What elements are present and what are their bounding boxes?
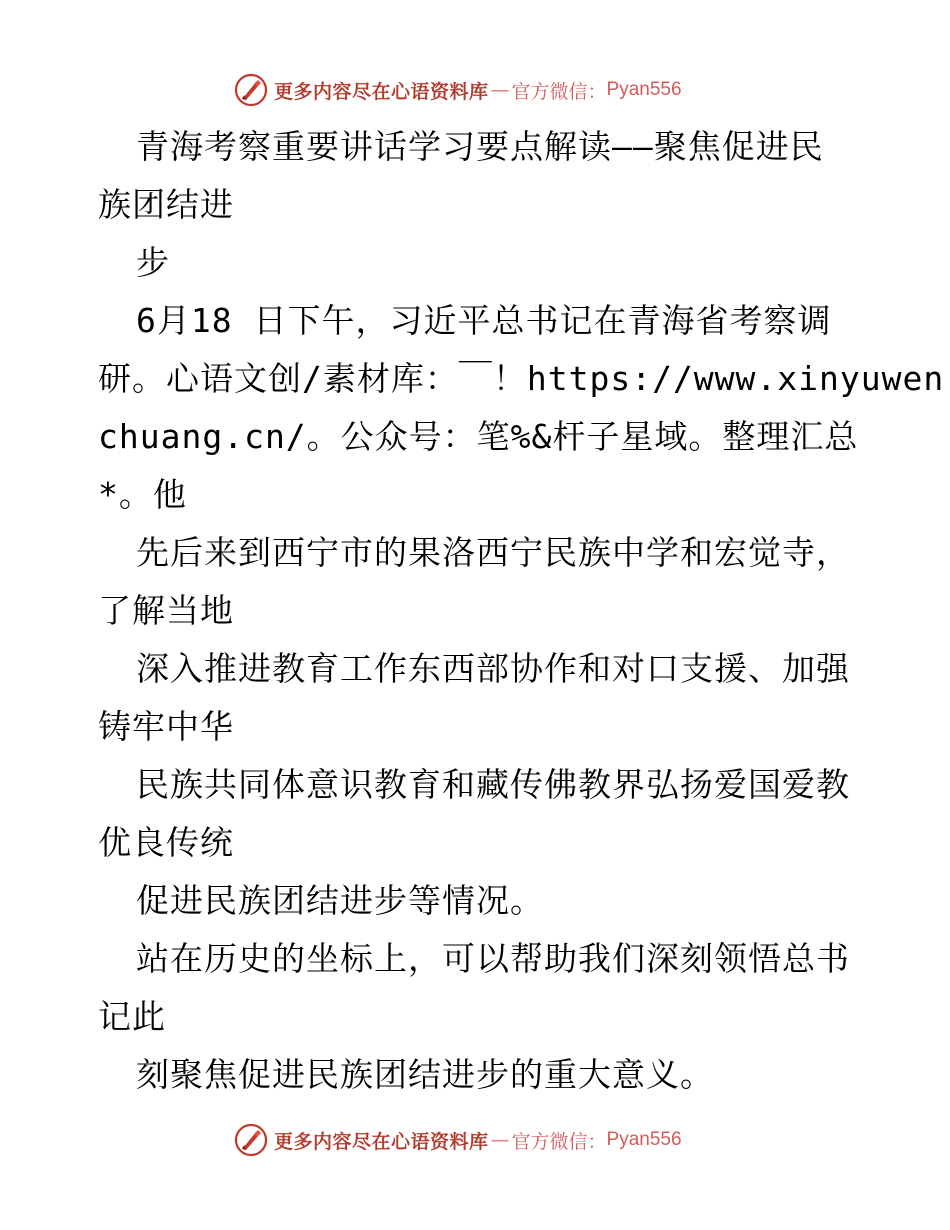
pen-logo-icon [234, 73, 268, 107]
header-watermark [234, 72, 682, 108]
document-line: 深入推进教育工作东西部协作和对口支援、加强 [136, 649, 850, 688]
footer-watermark [234, 1122, 682, 1158]
document-line: 研。心语文创/素材库：￣！https://www.xinyuwen [98, 359, 945, 398]
watermark-dash: — [490, 79, 510, 101]
document-line: 站在历史的坐标上，可以帮助我们深刻领悟总书 [136, 939, 850, 978]
watermark-handle: Pyan556 [606, 79, 682, 100]
watermark-main-text: 更多内容尽在心语资料库 [274, 1130, 489, 1153]
document-line: 青海考察重要讲话学习要点解读——聚焦促进民 [136, 127, 824, 166]
watermark-dash: — [490, 1129, 510, 1151]
document-line: 优良传统 [98, 823, 234, 862]
document-line: 促进民族团结进步等情况。 [136, 881, 544, 920]
document-line: 记此 [98, 997, 166, 1036]
document-line: 民族共同体意识教育和藏传佛教界弘扬爱国爱教 [136, 765, 850, 804]
document-line: 刻聚焦促进民族团结进步的重大意义。 [136, 1055, 714, 1094]
watermark-sub-text: 官方微信： [511, 1130, 607, 1153]
document-line: 步 [136, 243, 170, 282]
document-line: chuang.cn/。公众号：笔%&杆子星域。整理汇总 [98, 417, 859, 456]
watermark-main-text: 更多内容尽在心语资料库 [274, 80, 489, 103]
document-line: 了解当地 [98, 591, 234, 630]
pen-logo-icon [234, 1123, 268, 1157]
watermark-handle: Pyan556 [606, 1129, 682, 1150]
document-line: 先后来到西宁市的果洛西宁民族中学和宏觉寺， [136, 533, 850, 572]
watermark-sub-text: 官方微信： [511, 80, 607, 103]
document-line: 铸牢中华 [98, 707, 234, 746]
document-line: 族团结进 [98, 185, 234, 224]
document-line: 6月18 日下午，习近平总书记在青海省考察调 [136, 301, 832, 340]
document-line: *。他 [98, 475, 187, 514]
document-body [98, 118, 945, 1104]
